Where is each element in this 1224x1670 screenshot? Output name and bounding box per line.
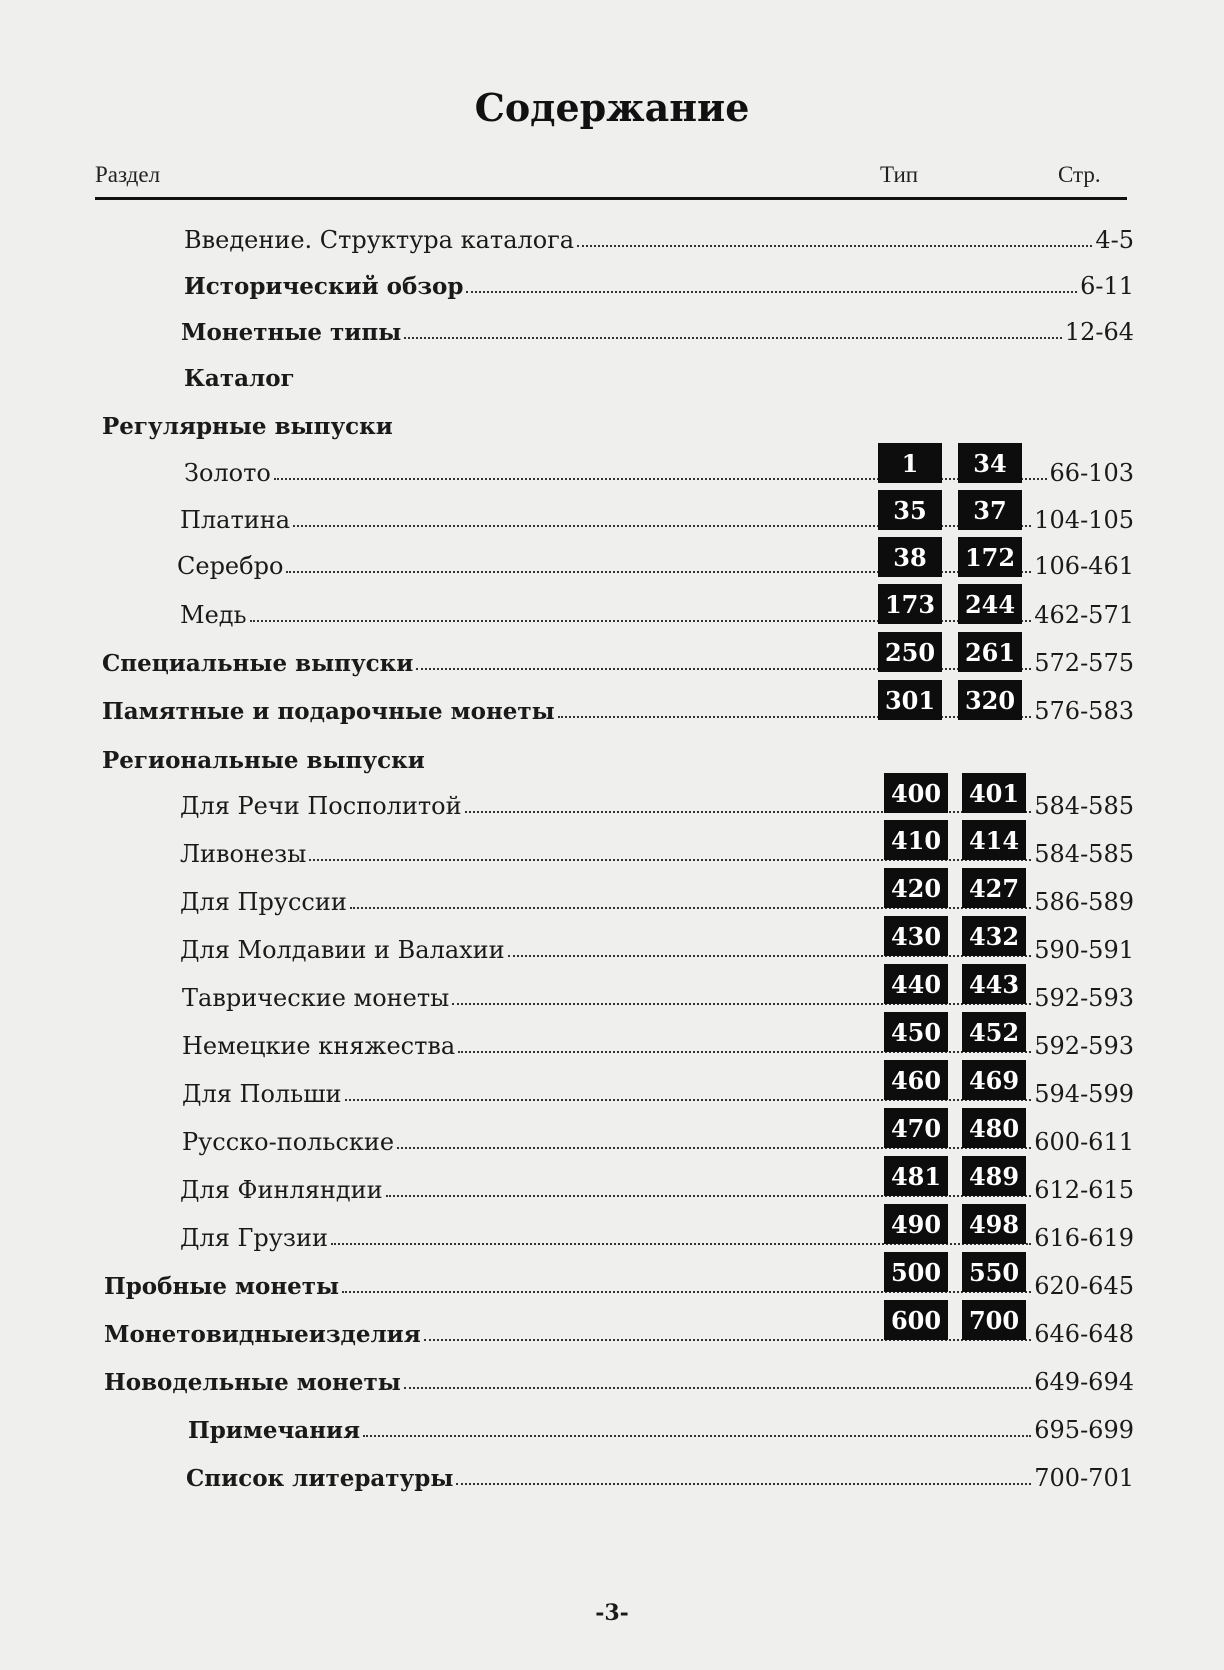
type-to-badge: 498 [962, 1204, 1026, 1244]
header-rule [95, 197, 1127, 200]
leader-dots [466, 290, 1077, 293]
toc-entry-pages: 572-575 [1034, 649, 1134, 677]
page-number: -3- [595, 1600, 629, 1626]
toc-entry-pages: 106-461 [1034, 552, 1134, 580]
type-from-badge: 400 [884, 773, 948, 813]
toc-entry-label: Региональные выпуски [102, 747, 425, 774]
toc-entry-pages: 6-11 [1080, 272, 1134, 300]
toc-entry-label: Серебро [177, 552, 284, 580]
toc-entry-label: Примечания [188, 1417, 361, 1444]
toc-entry-label: Введение. Структура каталога [184, 226, 575, 254]
toc-entry [104, 1364, 1134, 1396]
toc-entry-label: Список литературы [186, 1465, 454, 1492]
toc-entry-pages: 584-585 [1034, 840, 1134, 868]
column-header-page: Стр. [1058, 162, 1101, 187]
column-header-type: Тип [880, 162, 919, 187]
leader-dots [404, 336, 1062, 339]
toc-entry [184, 222, 1134, 254]
type-from-badge: 481 [884, 1156, 948, 1196]
toc-entry-pages: 584-585 [1034, 792, 1134, 820]
type-from-badge: 301 [878, 680, 942, 720]
toc-entry-label: Золото [184, 459, 271, 487]
toc-entry-pages: 620-645 [1034, 1272, 1134, 1300]
toc-entry-label: Для Пруссии [180, 888, 347, 916]
toc-entry-label: Для Молдавии и Валахии [180, 936, 505, 964]
type-from-badge: 430 [884, 916, 948, 956]
leader-dots [508, 954, 1032, 957]
toc-entry-label: Немецкие княжества [182, 1032, 456, 1060]
type-to-badge: 172 [958, 537, 1022, 577]
toc-entry-label: Исторический обзор [184, 273, 464, 300]
type-from-badge: 38 [878, 537, 942, 577]
toc-entry-pages: 700-701 [1034, 1464, 1134, 1492]
toc-entry-label: Новодельные монеты [104, 1369, 401, 1396]
type-to-badge: 320 [958, 680, 1022, 720]
type-to-badge: 37 [958, 490, 1022, 530]
type-to-badge: 34 [958, 443, 1022, 483]
type-from-badge: 173 [878, 584, 942, 624]
type-from-badge: 450 [884, 1012, 948, 1052]
type-from-badge: 470 [884, 1108, 948, 1148]
toc-entry-label: Для Польши [182, 1080, 342, 1108]
leader-dots [363, 1434, 1031, 1437]
toc-entry-label: Монетные типы [181, 319, 402, 346]
toc-entry-label: Памятные и подарочные монеты [102, 698, 555, 725]
toc-entry-pages: 66-103 [1049, 459, 1134, 487]
toc-entry-pages: 646-648 [1034, 1320, 1134, 1348]
type-to-badge: 700 [962, 1300, 1026, 1340]
type-from-badge: 35 [878, 490, 942, 530]
type-to-badge: 480 [962, 1108, 1026, 1148]
toc-entry-pages: 616-619 [1034, 1224, 1134, 1252]
toc-entry-label: Пробные монеты [104, 1273, 340, 1300]
toc-entry-label: Специальные выпуски [102, 650, 414, 677]
toc-entry-label: Русско-польские [182, 1128, 395, 1156]
toc-entry-label: Монетовидныеизделия [104, 1321, 421, 1348]
toc-heading [102, 408, 1134, 440]
type-to-badge: 443 [962, 964, 1026, 1004]
toc-entry-pages: 612-615 [1034, 1176, 1134, 1204]
type-to-badge: 414 [962, 820, 1026, 860]
column-header-section: Раздел [95, 162, 161, 187]
type-from-badge: 420 [884, 868, 948, 908]
toc-entry-pages: 594-599 [1034, 1080, 1134, 1108]
toc-heading [102, 742, 1134, 774]
type-to-badge: 261 [958, 632, 1022, 672]
toc-entry [186, 1460, 1134, 1492]
type-to-badge: 469 [962, 1060, 1026, 1100]
type-to-badge: 401 [962, 773, 1026, 813]
type-from-badge: 250 [878, 632, 942, 672]
toc-entry-label: Платина [180, 506, 291, 534]
toc-entry-label: Для Грузии [180, 1224, 328, 1252]
toc-entry-label: Ливонезы [180, 840, 307, 868]
toc-entry-pages: 586-589 [1034, 888, 1134, 916]
type-from-badge: 1 [878, 443, 942, 483]
type-to-badge: 550 [962, 1252, 1026, 1292]
leader-dots [456, 1482, 1031, 1485]
type-from-badge: 500 [884, 1252, 948, 1292]
toc-entry-label: Регулярные выпуски [102, 413, 393, 440]
toc-entry-label: Для Речи Посполитой [180, 792, 462, 820]
type-from-badge: 600 [884, 1300, 948, 1340]
toc-entry-pages: 12-64 [1064, 318, 1134, 346]
type-from-badge: 460 [884, 1060, 948, 1100]
toc-entry [188, 1412, 1134, 1444]
toc-entry-pages: 649-694 [1034, 1368, 1134, 1396]
leader-dots [404, 1386, 1031, 1389]
type-to-badge: 244 [958, 584, 1022, 624]
toc-entry-pages: 104-105 [1034, 506, 1134, 534]
toc-entry-pages: 576-583 [1034, 697, 1134, 725]
type-from-badge: 410 [884, 820, 948, 860]
toc-entry-pages: 600-611 [1034, 1128, 1134, 1156]
toc-entry-pages: 590-591 [1034, 936, 1134, 964]
toc-entry-label: Каталог [184, 365, 295, 392]
type-to-badge: 432 [962, 916, 1026, 956]
type-to-badge: 489 [962, 1156, 1026, 1196]
leader-dots [577, 244, 1092, 247]
toc-entry-pages: 4-5 [1095, 226, 1134, 254]
toc-entry-label: Для Финляндии [180, 1176, 383, 1204]
toc-entry-pages: 592-593 [1034, 984, 1134, 1012]
toc-entry-pages: 462-571 [1034, 601, 1134, 629]
toc-heading [184, 360, 1134, 392]
toc-entry [184, 268, 1134, 300]
type-from-badge: 490 [884, 1204, 948, 1244]
type-to-badge: 452 [962, 1012, 1026, 1052]
toc-entry-label: Таврические монеты [182, 984, 450, 1012]
toc-entry [181, 314, 1134, 346]
page-title: Содержание [474, 85, 750, 130]
type-to-badge: 427 [962, 868, 1026, 908]
toc-entry-label: Медь [180, 601, 247, 629]
toc-entry-pages: 592-593 [1034, 1032, 1134, 1060]
toc-entry-pages: 695-699 [1034, 1416, 1134, 1444]
type-from-badge: 440 [884, 964, 948, 1004]
